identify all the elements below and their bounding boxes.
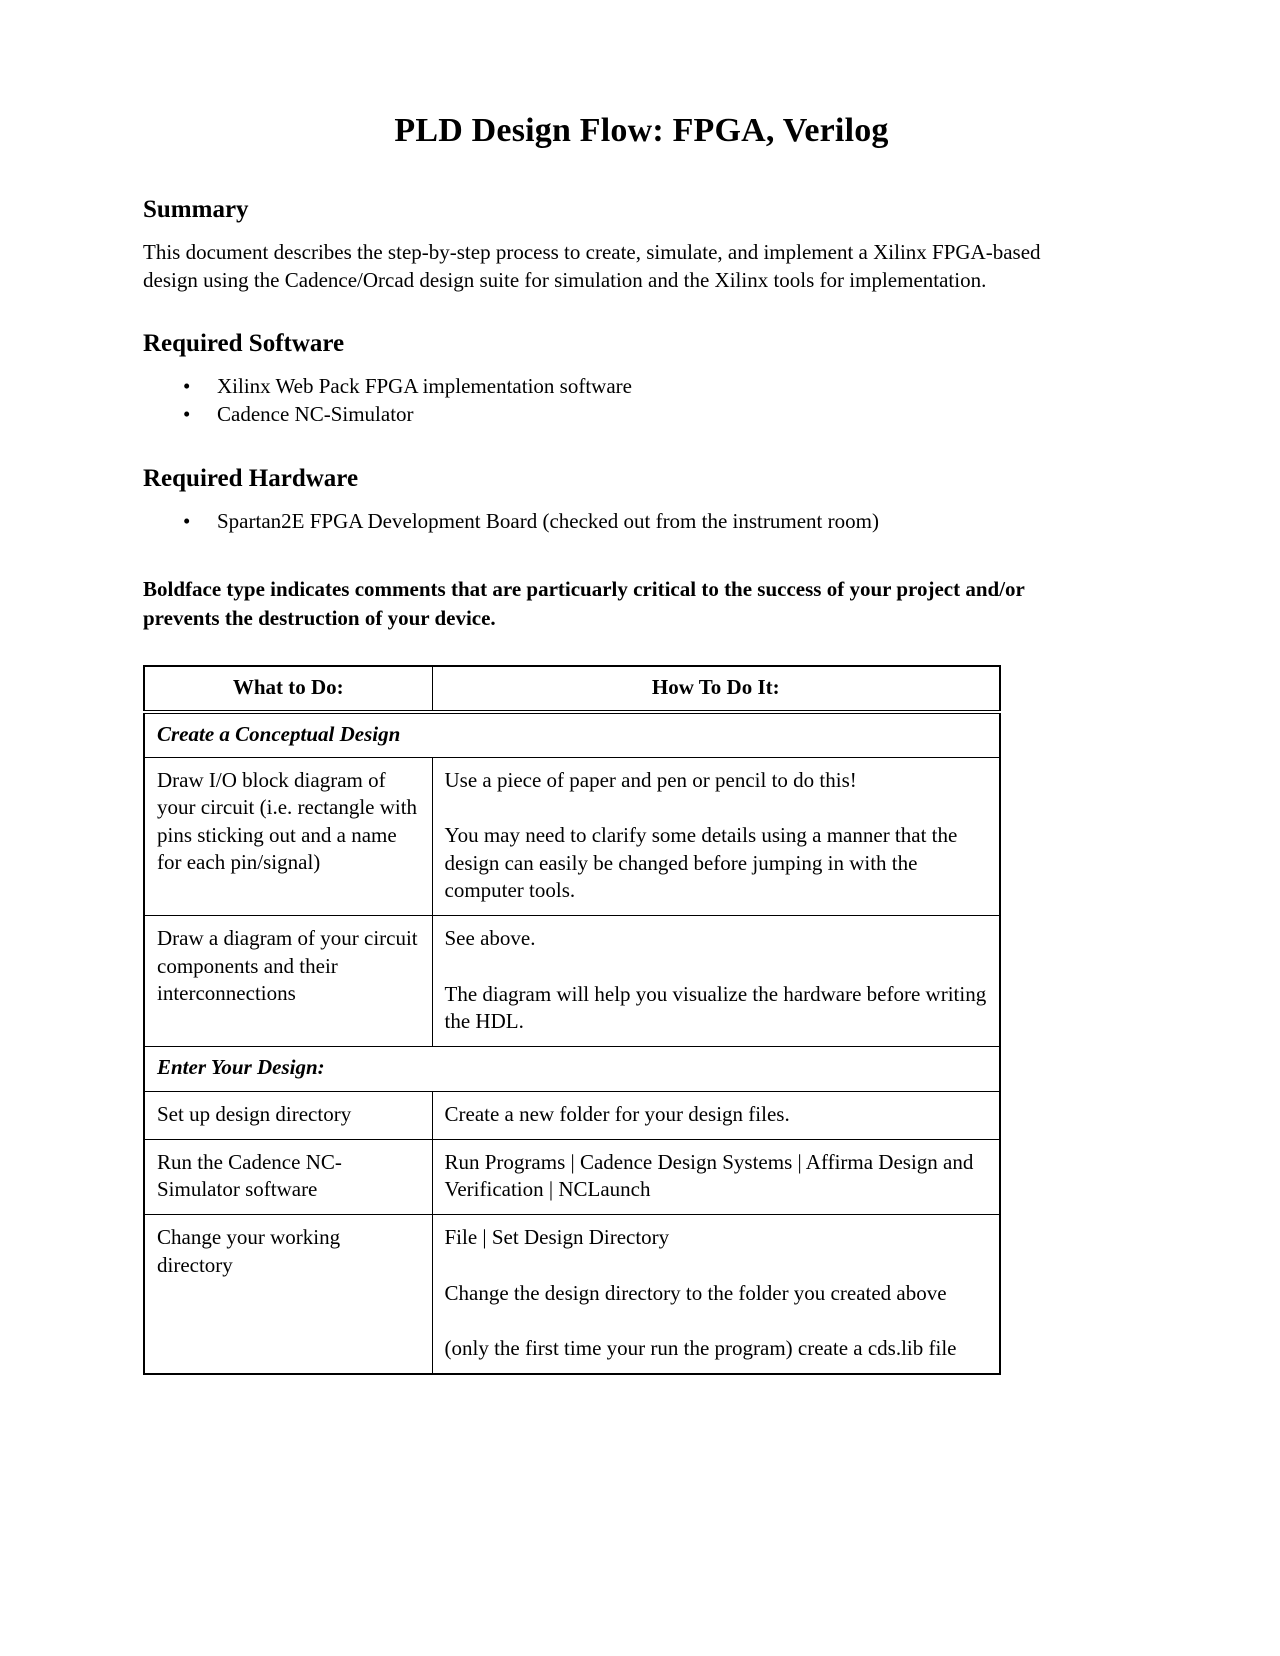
how-paragraph: File | Set Design Directory (444, 1225, 670, 1250)
required-software-list (143, 372, 1140, 428)
what-cell: Draw a diagram of your circuit components and their interconnections (144, 916, 432, 1047)
how-paragraph: Run Programs | Cadence Design Systems | Affirma Design and Verification | NCLaunch (444, 1149, 974, 1202)
table-section-row-enter-your-design (144, 1047, 1000, 1091)
table-row-setup-directory (144, 1091, 1000, 1139)
section-label: Create a Conceptual Design (144, 712, 1000, 758)
column-header-how: How To Do It: (432, 666, 1000, 712)
how-paragraph: See above. (444, 926, 536, 951)
column-header-what: What to Do: (144, 666, 432, 712)
how-cell (432, 916, 1000, 1047)
required-hardware-list (143, 507, 1140, 535)
required-software-heading: Required Software (143, 330, 345, 358)
required-hardware-heading: Required Hardware (143, 464, 359, 492)
how-paragraph: Use a piece of paper and pen or pencil to do this! (444, 768, 857, 793)
what-cell: Draw I/O block diagram of your circuit (i.e. rectangle with pins sticking out and a name for each pin/signal) (144, 758, 432, 916)
how-paragraph: (only the first time your run the program) create a cds.lib file (444, 1336, 957, 1361)
boldface-note: Boldface type indicates comments that are particuarly critical to the success of your project and/or prevents the destruction of your device. (143, 576, 1025, 630)
list-item-software-2: • Cadence NC-Simulator (183, 400, 1140, 428)
table-header-row (144, 666, 1000, 712)
summary-paragraph: This document describes the step-by-step process to create, simulate, and implement a Xilinx FPGA-based design using the Cadence/Orcad design suite for simulation and the Xilinx tools for implementation. (143, 240, 1041, 293)
how-cell (432, 1215, 1000, 1374)
how-paragraph: The diagram will help you visualize the hardware before writing the HDL. (444, 981, 987, 1033)
table-row-io-block-diagram (144, 758, 1000, 916)
document-title: PLD Design Flow: FPGA, Verilog (394, 112, 889, 149)
list-item-hardware-1: • Spartan2E FPGA Development Board (checked out from the instrument room) (183, 507, 1140, 535)
how-cell (432, 758, 1000, 916)
what-cell: Change your working directory (144, 1215, 432, 1374)
summary-heading: Summary (143, 196, 249, 223)
how-paragraph: Create a new folder for your design files. (444, 1101, 790, 1126)
table-section-row-conceptual-design (144, 712, 1000, 758)
how-paragraph: Change the design directory to the folder you created above (444, 1280, 947, 1305)
table-row-run-nc-simulator (144, 1139, 1000, 1215)
what-cell: Set up design directory (144, 1091, 432, 1139)
table-row-change-working-directory (144, 1215, 1000, 1374)
how-cell (432, 1091, 1000, 1139)
what-cell: Run the Cadence NC-Simulator software (144, 1139, 432, 1215)
how-cell (432, 1139, 1000, 1215)
section-label: Enter Your Design: (144, 1047, 1000, 1091)
table-row-component-diagram (144, 916, 1000, 1047)
list-item-software-1: • Xilinx Web Pack FPGA implementation software (183, 372, 1140, 400)
how-paragraph: You may need to clarify some details using a manner that the design can easily be changed before jumping in with the computer tools. (444, 823, 958, 903)
steps-table (143, 665, 1001, 1376)
